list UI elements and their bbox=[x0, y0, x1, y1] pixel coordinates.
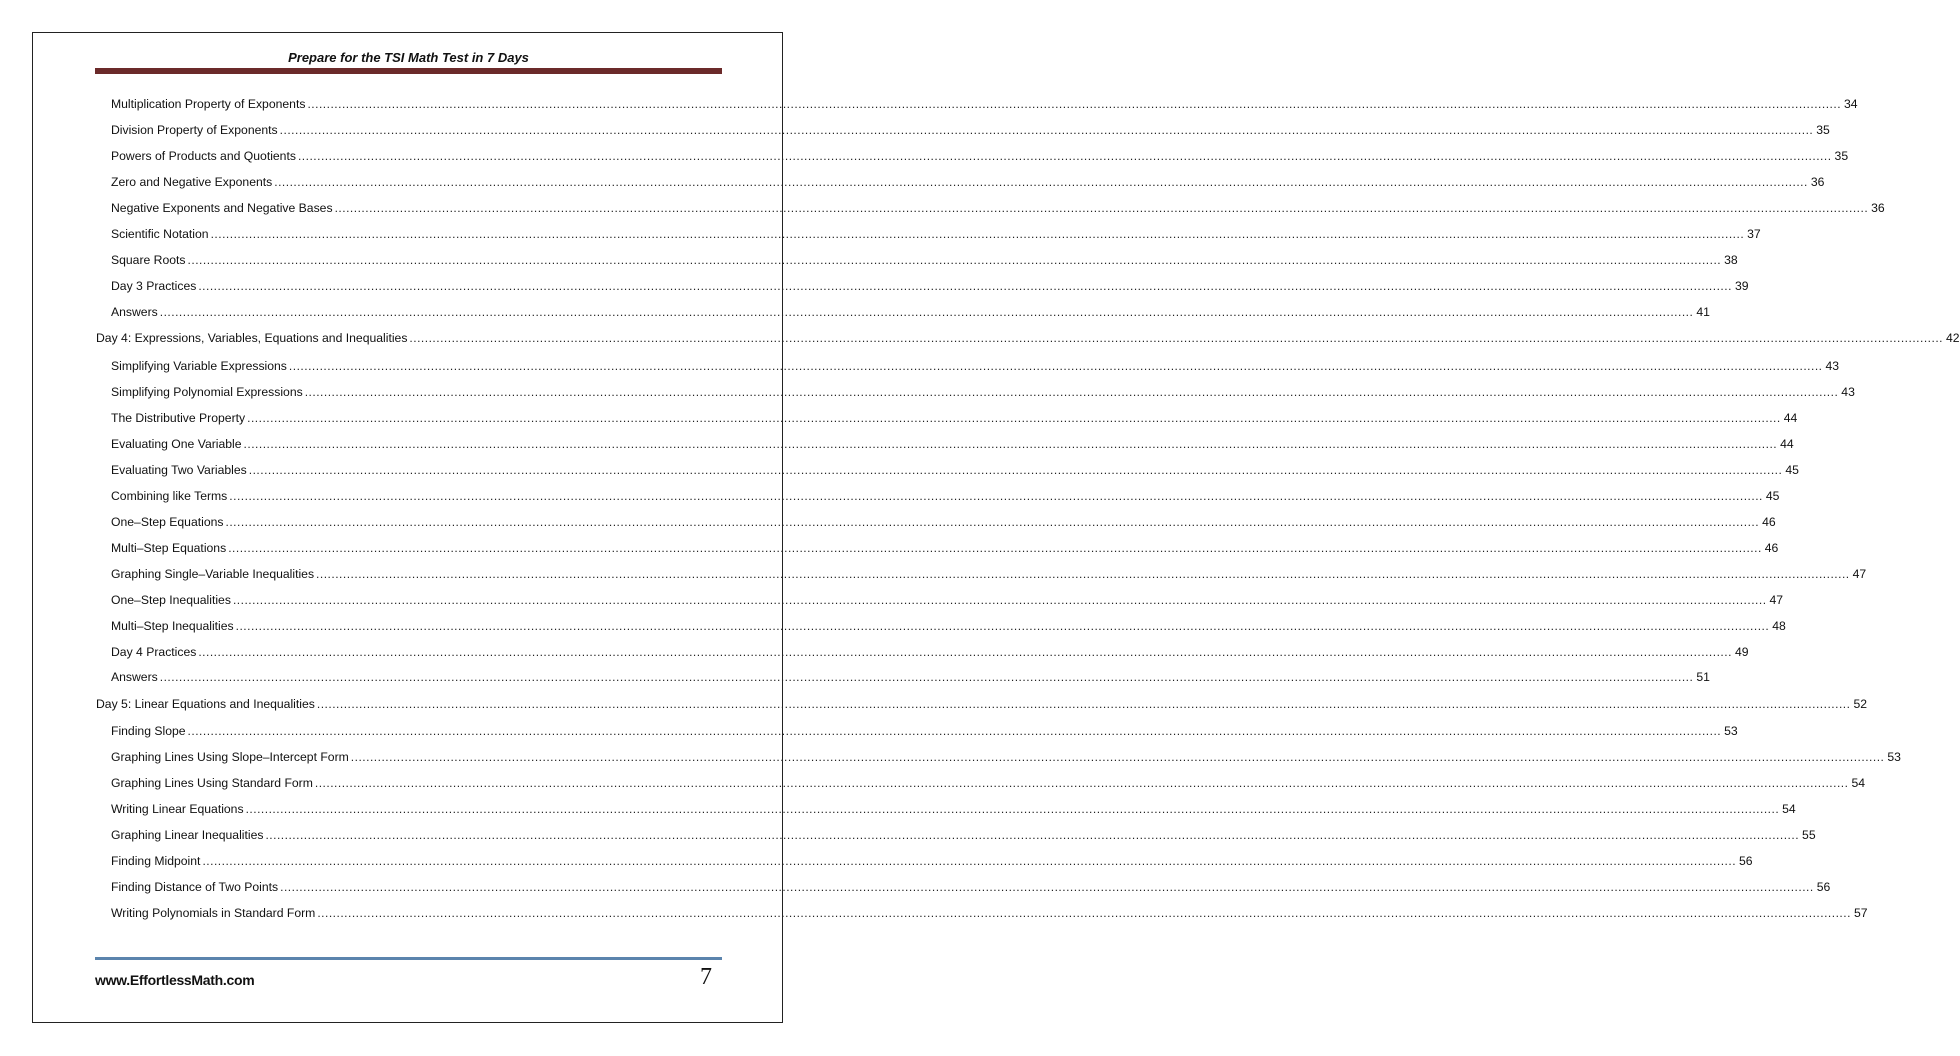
toc-entry-page: 54 bbox=[1782, 802, 1796, 816]
toc-entry-page: 35 bbox=[1816, 123, 1830, 137]
toc-entry-page: 38 bbox=[1724, 253, 1738, 267]
toc-entry-page: 52 bbox=[1853, 697, 1868, 711]
toc-section-entry bbox=[111, 644, 1749, 660]
toc-entry-label: Answers bbox=[111, 670, 158, 684]
toc-dot-leader: ................................................................................................................................................................................................................................................................................................................................................................................................................ bbox=[210, 227, 1745, 241]
toc-entry-page: 54 bbox=[1851, 776, 1866, 790]
toc-dot-leader: ................................................................................................................................................................................................................................................................................................................................................................................................................ bbox=[159, 305, 1694, 319]
toc-entry-page: 53 bbox=[1887, 750, 1901, 764]
toc-entry-label: Graphing Single–Variable Inequalities bbox=[111, 567, 315, 581]
toc-chapter-entry bbox=[96, 696, 1868, 712]
toc-dot-leader: ................................................................................................................................................................................................................................................................................................................................................................................................................ bbox=[198, 279, 1732, 293]
toc-entry-page: 41 bbox=[1696, 305, 1710, 319]
toc-entry-label: Square Roots bbox=[111, 253, 186, 267]
toc-entry-page: 35 bbox=[1834, 149, 1849, 163]
toc-dot-leader: ................................................................................................................................................................................................................................................................................................................................................................................................................ bbox=[187, 724, 1722, 738]
toc-dot-leader: ................................................................................................................................................................................................................................................................................................................................................................................................................ bbox=[409, 331, 1944, 345]
toc-section-entry bbox=[111, 723, 1738, 739]
toc-dot-leader: ................................................................................................................................................................................................................................................................................................................................................................................................................ bbox=[235, 619, 1770, 633]
toc-section-entry bbox=[111, 122, 1830, 138]
page-header-title: Prepare for the TSI Math Test in 7 Days bbox=[288, 50, 529, 65]
toc-section-entry bbox=[111, 410, 1798, 426]
toc-dot-leader: ................................................................................................................................................................................................................................................................................................................................................................................................................ bbox=[229, 489, 1763, 503]
toc-section-entry bbox=[111, 304, 1710, 320]
toc-entry-page: 55 bbox=[1802, 828, 1816, 842]
toc-section-entry bbox=[111, 200, 1885, 216]
toc-section-entry bbox=[111, 801, 1796, 817]
toc-entry-label: Multi–Step Inequalities bbox=[111, 619, 234, 633]
toc-section-entry bbox=[111, 540, 1779, 556]
toc-dot-leader: ................................................................................................................................................................................................................................................................................................................................................................................................................ bbox=[198, 645, 1732, 659]
toc-entry-page: 53 bbox=[1724, 724, 1738, 738]
toc-entry-label: Answers bbox=[111, 305, 158, 319]
toc-entry-label: Zero and Negative Exponents bbox=[111, 175, 273, 189]
toc-entry-label: Day 3 Practices bbox=[111, 279, 197, 293]
toc-entry-page: 44 bbox=[1780, 437, 1794, 451]
toc-entry-page: 46 bbox=[1762, 515, 1776, 529]
toc-entry-label: One–Step Equations bbox=[111, 515, 224, 529]
toc-entry-label: Evaluating One Variable bbox=[111, 437, 242, 451]
toc-section-entry bbox=[111, 749, 1901, 765]
toc-section-entry bbox=[111, 488, 1780, 504]
toc-dot-leader: ................................................................................................................................................................................................................................................................................................................................................................................................................ bbox=[350, 750, 1885, 764]
toc-entry-label: Finding Midpoint bbox=[111, 854, 201, 868]
toc-entry-page: 56 bbox=[1816, 880, 1831, 894]
toc-entry-page: 45 bbox=[1765, 489, 1780, 503]
toc-entry-page: 47 bbox=[1852, 567, 1867, 581]
toc-entry-page: 57 bbox=[1853, 906, 1868, 920]
toc-entry-label: Day 5: Linear Equations and Inequalities bbox=[96, 697, 315, 711]
toc-section-entry bbox=[111, 775, 1866, 791]
toc-dot-leader: ................................................................................................................................................................................................................................................................................................................................................................................................................ bbox=[297, 149, 1832, 163]
toc-dot-leader: ................................................................................................................................................................................................................................................................................................................................................................................................................ bbox=[288, 359, 1823, 373]
toc-entry-label: Graphing Linear Inequalities bbox=[111, 828, 264, 842]
toc-entry-label: Graphing Lines Using Slope–Intercept Form bbox=[111, 750, 349, 764]
toc-dot-leader: ................................................................................................................................................................................................................................................................................................................................................................................................................ bbox=[248, 463, 1783, 477]
toc-entry-label: Writing Polynomials in Standard Form bbox=[111, 906, 316, 920]
toc-dot-leader: ................................................................................................................................................................................................................................................................................................................................................................................................................ bbox=[228, 541, 1762, 555]
toc-section-entry bbox=[111, 566, 1867, 582]
toc-entry-page: 56 bbox=[1739, 854, 1753, 868]
toc-entry-page: 47 bbox=[1769, 593, 1784, 607]
toc-section-entry bbox=[111, 384, 1855, 400]
toc-section-entry bbox=[111, 462, 1799, 478]
toc-dot-leader: ................................................................................................................................................................................................................................................................................................................................................................................................................ bbox=[245, 802, 1780, 816]
toc-entry-label: Simplifying Variable Expressions bbox=[111, 359, 287, 373]
toc-section-entry bbox=[111, 252, 1738, 268]
toc-dot-leader: ................................................................................................................................................................................................................................................................................................................................................................................................................ bbox=[187, 253, 1722, 267]
toc-section-entry bbox=[111, 148, 1849, 164]
toc-section-entry bbox=[111, 358, 1840, 374]
toc-dot-leader: ................................................................................................................................................................................................................................................................................................................................................................................................................ bbox=[225, 515, 1760, 529]
toc-entry-label: Finding Slope bbox=[111, 724, 186, 738]
toc-dot-leader: ................................................................................................................................................................................................................................................................................................................................................................................................................ bbox=[202, 854, 1737, 868]
toc-dot-leader: ................................................................................................................................................................................................................................................................................................................................................................................................................ bbox=[232, 593, 1767, 607]
toc-dot-leader: ................................................................................................................................................................................................................................................................................................................................................................................................................ bbox=[159, 670, 1694, 684]
toc-dot-leader: ................................................................................................................................................................................................................................................................................................................................................................................................................ bbox=[274, 175, 1808, 189]
toc-entry-label: Division Property of Exponents bbox=[111, 123, 278, 137]
toc-entry-page: 39 bbox=[1734, 279, 1749, 293]
toc-entry-page: 43 bbox=[1825, 359, 1840, 373]
toc-section-entry bbox=[111, 436, 1794, 452]
toc-entry-label: One–Step Inequalities bbox=[111, 593, 231, 607]
toc-section-entry bbox=[111, 618, 1786, 634]
toc-dot-leader: ................................................................................................................................................................................................................................................................................................................................................................................................................ bbox=[316, 697, 1851, 711]
toc-dot-leader: ................................................................................................................................................................................................................................................................................................................................................................................................................ bbox=[314, 776, 1849, 790]
footer-page-number: 7 bbox=[700, 964, 712, 990]
toc-entry-label: Finding Distance of Two Points bbox=[111, 880, 279, 894]
toc-entry-page: 37 bbox=[1747, 227, 1761, 241]
toc-section-entry bbox=[111, 905, 1868, 921]
toc-entry-label: Day 4: Expressions, Variables, Equations and Inequalities bbox=[96, 331, 408, 345]
toc-section-entry bbox=[111, 853, 1753, 869]
toc-entry-label: Negative Exponents and Negative Bases bbox=[111, 201, 333, 215]
toc-entry-page: 48 bbox=[1772, 619, 1786, 633]
toc-dot-leader: ................................................................................................................................................................................................................................................................................................................................................................................................................ bbox=[279, 123, 1814, 137]
toc-section-entry bbox=[111, 879, 1831, 895]
toc-entry-page: 49 bbox=[1734, 645, 1749, 659]
toc-entry-label: Powers of Products and Quotients bbox=[111, 149, 296, 163]
toc-entry-label: Graphing Lines Using Standard Form bbox=[111, 776, 313, 790]
toc-entry-page: 42 bbox=[1946, 331, 1960, 345]
toc-entry-page: 34 bbox=[1844, 97, 1858, 111]
toc-dot-leader: ................................................................................................................................................................................................................................................................................................................................................................................................................ bbox=[316, 567, 1850, 581]
toc-entry-label: Day 4 Practices bbox=[111, 645, 197, 659]
toc-section-entry bbox=[111, 278, 1749, 294]
toc-entry-page: 45 bbox=[1785, 463, 1799, 477]
toc-dot-leader: ................................................................................................................................................................................................................................................................................................................................................................................................................ bbox=[304, 385, 1839, 399]
toc-section-entry bbox=[111, 226, 1761, 242]
toc-section-entry bbox=[111, 514, 1776, 530]
toc-entry-page: 46 bbox=[1764, 541, 1779, 555]
toc-dot-leader: ................................................................................................................................................................................................................................................................................................................................................................................................................ bbox=[334, 201, 1869, 215]
toc-dot-leader: ................................................................................................................................................................................................................................................................................................................................................................................................................ bbox=[265, 828, 1800, 842]
toc-dot-leader: ................................................................................................................................................................................................................................................................................................................................................................................................................ bbox=[280, 880, 1814, 894]
toc-entry-page: 51 bbox=[1696, 670, 1710, 684]
toc-chapter-entry bbox=[96, 330, 1960, 346]
toc-entry-page: 43 bbox=[1841, 385, 1855, 399]
toc-entry-label: Writing Linear Equations bbox=[111, 802, 244, 816]
toc-dot-leader: ................................................................................................................................................................................................................................................................................................................................................................................................................ bbox=[307, 97, 1842, 111]
toc-section-entry bbox=[111, 592, 1784, 608]
toc-section-entry bbox=[111, 174, 1825, 190]
toc-entry-label: Combining like Terms bbox=[111, 489, 228, 503]
toc-section-entry bbox=[111, 96, 1858, 112]
toc-entry-label: Scientific Notation bbox=[111, 227, 209, 241]
footer-website: www.EffortlessMath.com bbox=[95, 972, 255, 988]
toc-section-entry bbox=[111, 827, 1816, 843]
toc-entry-label: The Distributive Property bbox=[111, 411, 246, 425]
toc-entry-page: 44 bbox=[1783, 411, 1798, 425]
toc-dot-leader: ................................................................................................................................................................................................................................................................................................................................................................................................................ bbox=[317, 906, 1851, 920]
toc-entry-label: Evaluating Two Variables bbox=[111, 463, 247, 477]
toc-entry-label: Multiplication Property of Exponents bbox=[111, 97, 306, 111]
toc-dot-leader: ................................................................................................................................................................................................................................................................................................................................................................................................................ bbox=[247, 411, 1781, 425]
toc-entry-label: Simplifying Polynomial Expressions bbox=[111, 385, 303, 399]
toc-entry-page: 36 bbox=[1810, 175, 1825, 189]
toc-entry-page: 36 bbox=[1871, 201, 1885, 215]
toc-section-entry bbox=[111, 669, 1710, 685]
toc-dot-leader: ................................................................................................................................................................................................................................................................................................................................................................................................................ bbox=[243, 437, 1778, 451]
footer-rule bbox=[95, 957, 722, 960]
toc-entry-label: Multi–Step Equations bbox=[111, 541, 227, 555]
